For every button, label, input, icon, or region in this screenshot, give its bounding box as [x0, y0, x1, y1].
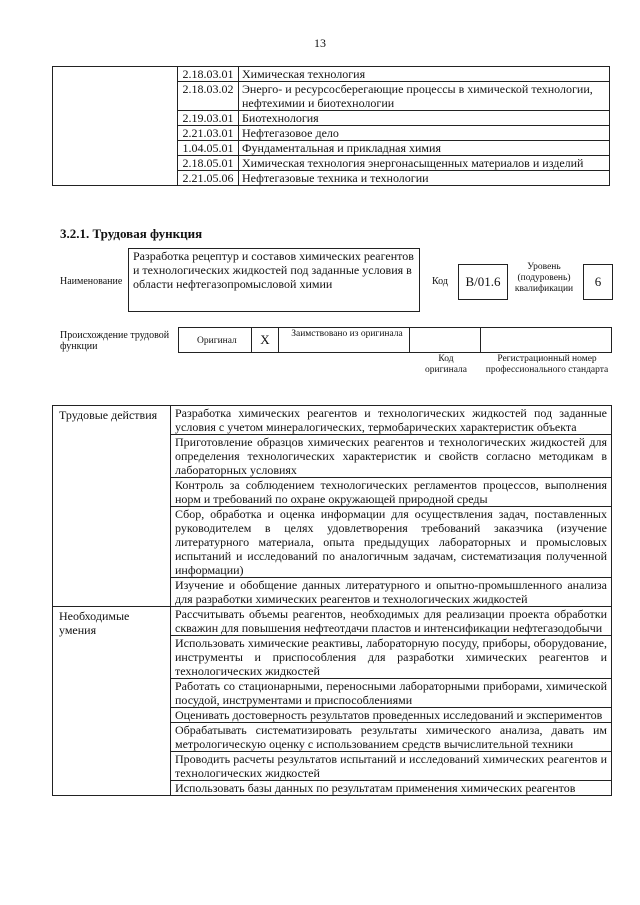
specialty-name: Нефтегазовые техника и технологии	[239, 171, 610, 186]
specialty-name: Фундаментальная и прикладная химия	[239, 141, 610, 156]
origin-label: Происхождение трудовой функции	[60, 330, 170, 352]
specialty-row	[53, 67, 610, 82]
specialty-code: 2.18.03.01	[178, 67, 239, 82]
specialty-table	[52, 66, 610, 186]
specialty-code: 1.04.05.01	[178, 141, 239, 156]
actions-item: Приготовление образцов химических реагентов и технологических жидкостей для определения технологических характеристик и свойств согласно методикам в лабораторных условиях	[171, 435, 612, 478]
skills-item: Рассчитывать объемы реагентов, необходимых для реализации проекта обработки скважин для повышения нефтеотдачи пластов и интенсификации нефтегазодобычи	[171, 607, 612, 636]
level-label: Уровень (подуровень) квалификации	[514, 262, 574, 294]
code-original-label: Код оригинала	[425, 354, 467, 375]
skills-label: Необходимые умения	[53, 607, 171, 796]
specialty-name: Химическая технология энергонасыщенных материалов и изделий	[239, 156, 610, 171]
actions-item: Изучение и обобщение данных литературного и опытно-промышленного анализа для разработки химических реагентов и технологических жидкостей	[171, 578, 612, 607]
skills-item: Использовать химические реактивы, лабораторную посуду, приборы, оборудование, инструменты и приспособления для разработки химических реагентов и технологических жидкостей	[171, 636, 612, 679]
section-title: 3.2.1. Трудовая функция	[60, 226, 203, 241]
origin-row	[178, 327, 612, 353]
specialty-name: Энерго- и ресурсосберегающие процессы в химической технологии, нефтехимии и биотехнологии	[239, 82, 610, 111]
specialty-group-cell	[53, 67, 178, 186]
specialty-code: 2.21.05.06	[178, 171, 239, 186]
skills-row	[53, 607, 612, 636]
skills-item: Обрабатывать систематизировать результаты химического анализа, давать им метрологическую оценку с использованием средств вычислительной техники	[171, 723, 612, 752]
specialty-code: 2.21.03.01	[178, 126, 239, 141]
name-label: Наименование	[60, 276, 123, 287]
actions-item: Контроль за соблюдением технологических регламентов процессов, выполнения норм и требований по охране окружающей природной среды	[171, 478, 612, 507]
specialty-code: 2.18.03.02	[178, 82, 239, 111]
actions-label: Трудовые действия	[53, 406, 171, 607]
skills-item: Работать со стационарными, переносными лабораторными приборами, химической посудой, инструментами и приспособлениями	[171, 679, 612, 708]
specialty-code: 2.19.03.01	[178, 111, 239, 126]
original-label: Оригинал	[197, 336, 237, 346]
specialty-name: Нефтегазовое дело	[239, 126, 610, 141]
function-code: B/01.6	[458, 264, 508, 300]
actions-item: Разработка химических реагентов и технологических жидкостей под заданные условия с учетом минералогических, термобарических характеристик объекта	[171, 406, 612, 435]
specialty-name: Химическая технология	[239, 67, 610, 82]
actions-item: Сбор, обработка и оценка информации для осуществления задач, поставленных руководителем в целях удовлетворения требований заказчика (изучение литературного материала, опыта предыдущих лабораторных и промысловых испытаний и исследований по аналогичным задачам, систематизация полученной информации)	[171, 507, 612, 578]
page-number: 13	[314, 36, 326, 50]
code-original-cell	[409, 328, 481, 352]
reg-number-label: Регистрационный номер профессионального стандарта	[485, 354, 609, 375]
skills-item: Использовать базы данных по результатам применения химических реагентов	[171, 781, 612, 796]
qualification-level: 6	[583, 264, 613, 300]
functions-table	[52, 405, 612, 796]
original-mark: X	[251, 328, 279, 352]
function-name: Разработка рецептур и составов химических реагентов и технологических жидкостей под заданные условия в области нефтегазопромысловой химии	[128, 248, 420, 312]
borrowed-label: Заимствовано из оригинала	[291, 329, 403, 339]
specialty-code: 2.18.05.01	[178, 156, 239, 171]
actions-row	[53, 406, 612, 435]
specialty-name: Биотехнология	[239, 111, 610, 126]
skills-item: Проводить расчеты результатов испытаний и исследований химических реагентов и технологических жидкостей	[171, 752, 612, 781]
code-label: Код	[432, 276, 448, 287]
skills-item: Оценивать достоверность результатов проведенных исследований и экспериментов	[171, 708, 612, 723]
